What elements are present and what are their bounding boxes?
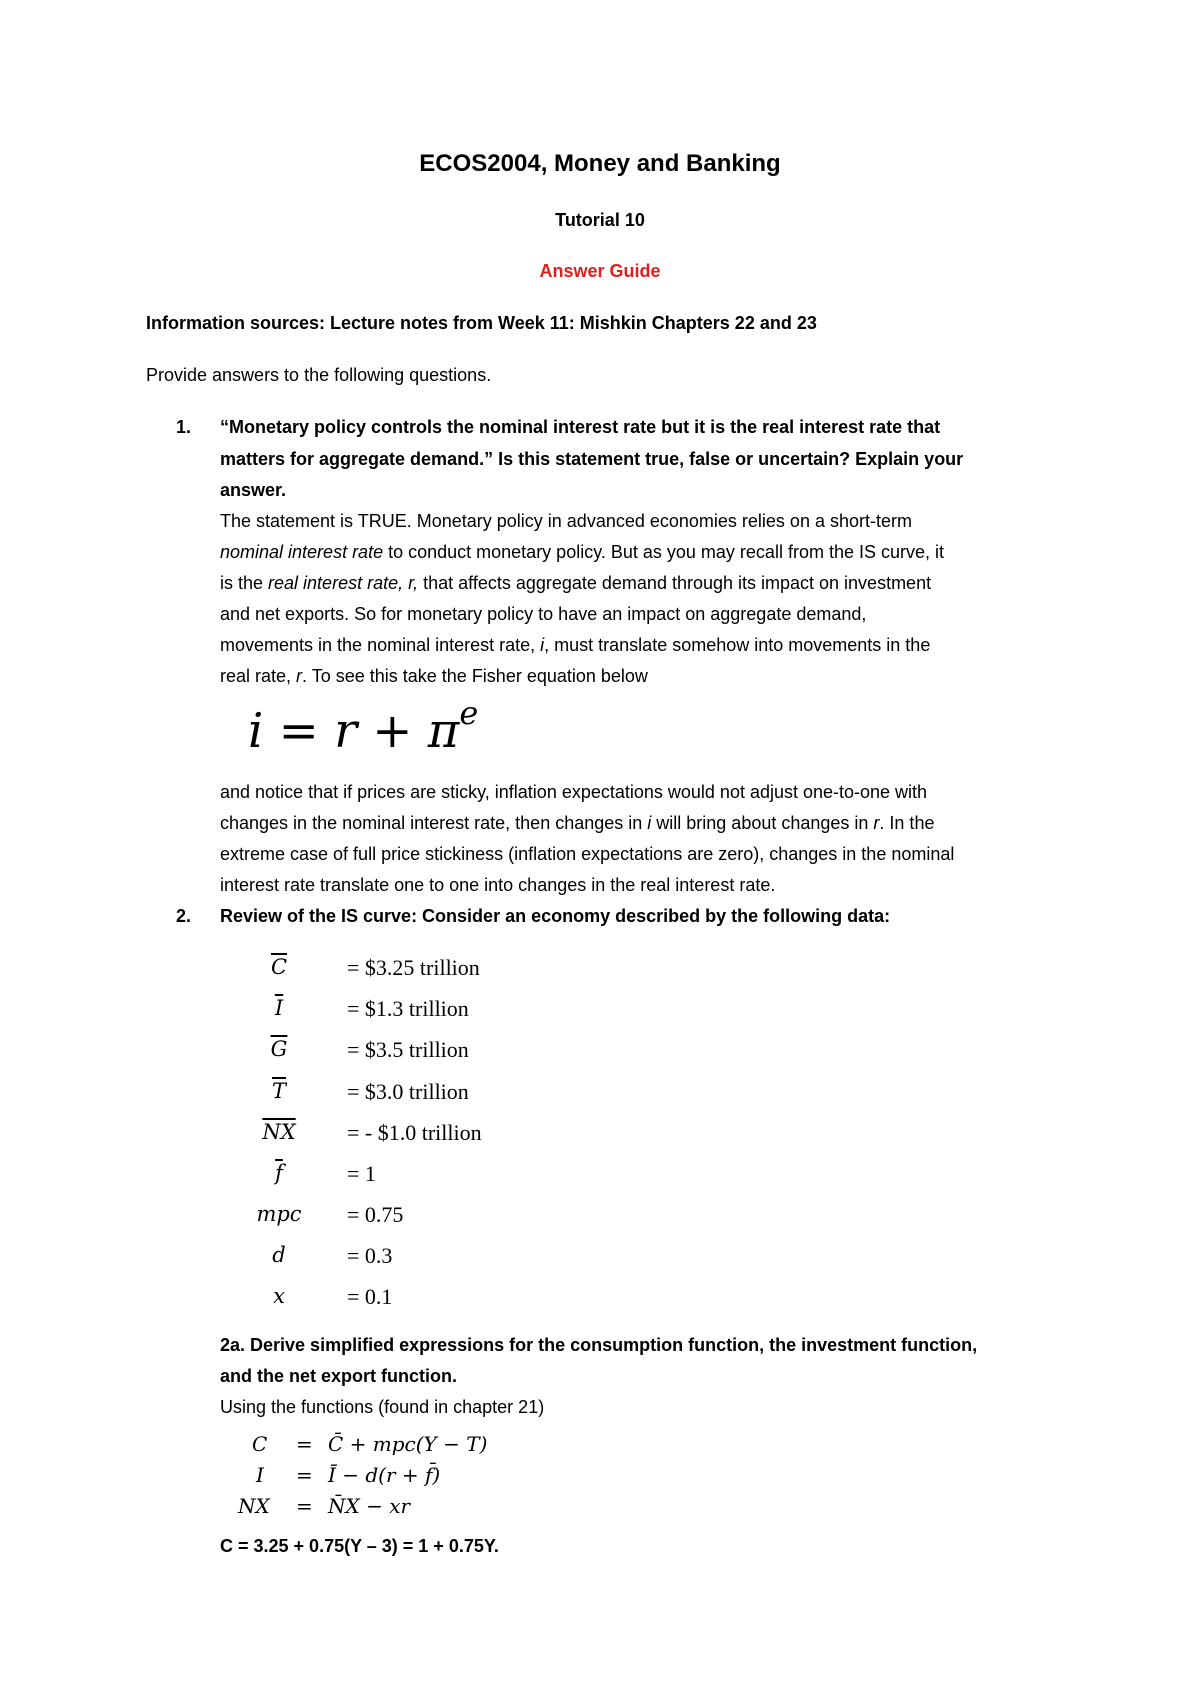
answer-1-line: extreme case of full price stickiness (inflation expectations are zero), changes in the nominal: [220, 844, 955, 864]
param-symbol: $\overline{T}$: [271, 1079, 286, 1103]
answer-1-line: [220, 573, 931, 594]
question-1-line: “Monetary policy controls the nominal interest rate but it is the real interest rate that: [220, 417, 941, 437]
information-sources: Information sources: Lecture notes from Week 11: Mishkin Chapters 22 and 23: [146, 313, 817, 333]
answer-1-text: will bring about changes in: [651, 813, 874, 833]
function-rhs: Ī − d(r + f̄): [328, 1463, 441, 1487]
answer-1-emphasis: real interest rate, r,: [268, 573, 419, 593]
fisher-equation-body: i = r + π: [248, 703, 460, 759]
param-symbol: d: [272, 1243, 286, 1267]
answer-1-text: real rate,: [220, 666, 297, 686]
param-value: = $3.0 trillion: [347, 1079, 469, 1104]
question-2a-line: 2a. Derive simplified expressions for the consumption function, the investment function,: [220, 1335, 978, 1355]
function-lhs: I: [256, 1463, 264, 1487]
answer-1-emphasis: i: [540, 635, 545, 655]
fisher-equation: [248, 694, 479, 759]
function-lhs: C: [252, 1432, 268, 1456]
page-title: ECOS2004, Money and Banking: [419, 150, 781, 177]
answer-1-line: [220, 666, 648, 687]
answer-1-emphasis: i: [647, 813, 652, 833]
question-2-number: 2.: [176, 906, 192, 926]
param-symbol: $\overline{C}$: [270, 955, 288, 979]
param-value: = 0.1: [347, 1284, 393, 1309]
param-symbol: mpc: [256, 1202, 302, 1226]
function-lhs: NX: [238, 1494, 270, 1518]
question-2a-line: and the net export function.: [220, 1366, 457, 1386]
param-value: = $3.5 trillion: [347, 1037, 469, 1062]
answer-1-text: . In the: [879, 813, 935, 833]
answer-1-line: and notice that if prices are sticky, inflation expectations would not adjust one-to-one with: [220, 782, 928, 802]
param-symbol: $\overline{NX}$: [262, 1120, 296, 1144]
answer-1-text: movements in the nominal interest rate,: [220, 635, 541, 655]
answer-1-text: . To see this take the Fisher equation below: [302, 666, 648, 686]
param-value: = 0.75: [347, 1202, 404, 1227]
tutorial-number: Tutorial 10: [555, 210, 645, 230]
param-value: = 0.3: [347, 1243, 393, 1268]
using-functions-text: Using the functions (found in chapter 21): [220, 1397, 545, 1417]
function-equals: =: [296, 1432, 313, 1456]
param-value: = $1.3 trillion: [347, 996, 469, 1021]
function-equals: =: [296, 1463, 313, 1487]
answer-1-text: , must translate somehow into movements in the: [544, 635, 931, 655]
param-symbol: $\overline{I}$: [274, 996, 284, 1020]
param-symbol: $\overline{G}$: [270, 1037, 288, 1061]
param-symbol: x: [273, 1284, 285, 1308]
function-equals: =: [296, 1494, 313, 1518]
answer-1-line: interest rate translate one to one into changes in the real interest rate.: [220, 875, 776, 895]
intro-text: Provide answers to the following questions.: [146, 365, 492, 385]
answer-1-line: [220, 813, 934, 834]
answer-1-line: The statement is TRUE. Monetary policy in advanced economies relies on a short-term: [220, 511, 912, 531]
question-1-line: answer.: [220, 480, 287, 500]
answer-1-text: to conduct monetary policy. But as you may recall from the IS curve, it: [383, 542, 944, 562]
question-1-number: 1.: [176, 417, 192, 437]
answer-1-emphasis: r: [296, 666, 303, 686]
answer-1-text: is the: [220, 573, 269, 593]
answer-1-line: [220, 635, 930, 656]
answer-1-emphasis: nominal interest rate: [220, 542, 384, 562]
answer-1-line: and net exports. So for monetary policy to have an impact on aggregate demand,: [220, 604, 867, 624]
param-value: = $3.25 trillion: [347, 955, 480, 980]
param-symbol: $\overline{f}$: [275, 1161, 283, 1185]
param-value: = - $1.0 trillion: [347, 1120, 482, 1145]
question-1-line: matters for aggregate demand.” Is this statement true, false or uncertain? Explain your: [220, 449, 964, 469]
answer-1-text: changes in the nominal interest rate, then changes in: [220, 813, 648, 833]
function-rhs: N̄X − xr: [328, 1494, 411, 1518]
fisher-equation-superscript: e: [459, 694, 479, 732]
consumption-result: C = 3.25 + 0.75(Y – 3) = 1 + 0.75Y.: [220, 1536, 499, 1556]
answer-1-emphasis: r: [873, 813, 880, 833]
answer-1-line: [220, 542, 944, 563]
answer-guide-label: Answer Guide: [539, 261, 661, 281]
param-value: = 1: [347, 1161, 376, 1186]
answer-1-text: that affects aggregate demand through its impact on investment: [418, 573, 932, 593]
function-rhs: C̄ + mpc(Y − T): [328, 1432, 488, 1456]
question-2-text: Review of the IS curve: Consider an economy described by the following data:: [220, 906, 891, 926]
